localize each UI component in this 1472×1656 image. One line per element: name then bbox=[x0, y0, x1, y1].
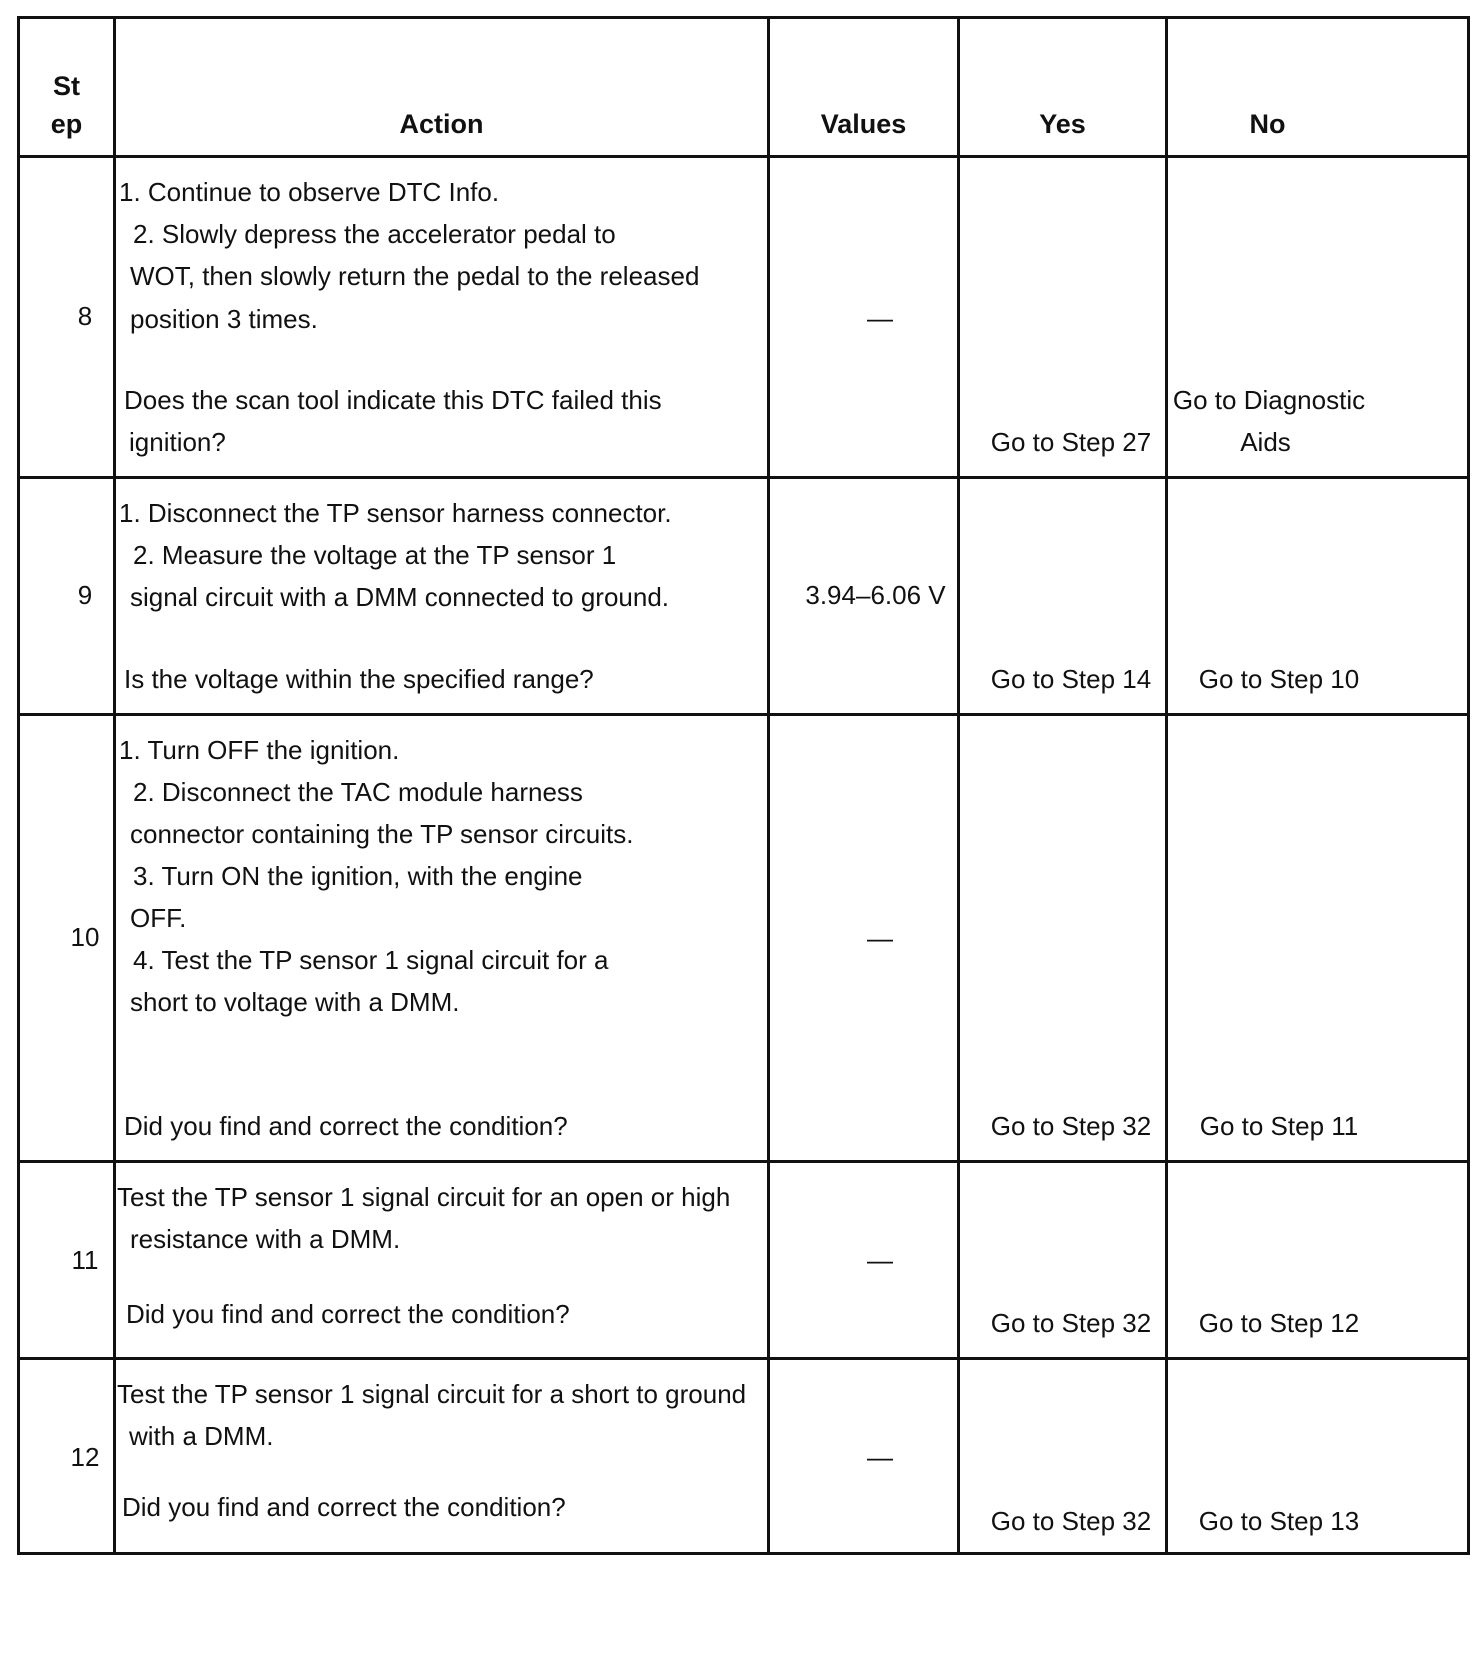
question-line: Did you find and correct the condition? bbox=[126, 1299, 570, 1329]
action-line: connector containing the TP sensor circuits. bbox=[130, 819, 634, 849]
row-rule bbox=[17, 476, 1470, 479]
header-values: Values bbox=[820, 109, 907, 139]
table-border-bottom bbox=[17, 1552, 1470, 1555]
value-cell: — bbox=[867, 1245, 893, 1275]
action-line: 3. Turn ON the ignition, with the engine bbox=[133, 861, 583, 891]
column-rule bbox=[113, 16, 116, 1555]
row-rule bbox=[17, 1357, 1470, 1360]
action-line: 2. Slowly depress the accelerator pedal to bbox=[133, 219, 616, 249]
table-border-left bbox=[17, 16, 20, 1555]
row-rule bbox=[17, 1160, 1470, 1163]
value-cell: — bbox=[867, 303, 893, 333]
action-line: resistance with a DMM. bbox=[130, 1224, 401, 1254]
no-cell: Go to Step 11 bbox=[1199, 1111, 1359, 1141]
table-border-top bbox=[17, 16, 1470, 19]
action-line: 2. Disconnect the TAC module harness bbox=[133, 777, 583, 807]
header-step bbox=[20, 71, 113, 139]
diagnostic-table bbox=[17, 16, 1470, 1655]
action-line: signal circuit with a DMM connected to ground. bbox=[130, 582, 670, 612]
yes-cell: Go to Step 32 bbox=[990, 1308, 1152, 1338]
header-rule bbox=[17, 155, 1470, 158]
no-cell: Go to Diagnostic bbox=[1172, 385, 1366, 415]
step-number: 10 bbox=[70, 922, 100, 952]
step-number: 11 bbox=[71, 1245, 99, 1275]
action-line: 1. Disconnect the TP sensor harness connector. bbox=[119, 498, 672, 528]
no-cell: Go to Step 10 bbox=[1198, 664, 1360, 694]
action-line: with a DMM. bbox=[129, 1421, 274, 1451]
value-cell: 3.94–6.06 V bbox=[805, 580, 946, 610]
action-line: short to voltage with a DMM. bbox=[130, 987, 460, 1017]
no-cell: Go to Step 12 bbox=[1198, 1308, 1360, 1338]
no-cell: Go to Step 13 bbox=[1198, 1506, 1360, 1536]
step-number: 12 bbox=[70, 1442, 100, 1472]
action-line: Test the TP sensor 1 signal circuit for a short to ground bbox=[117, 1379, 747, 1409]
action-line: WOT, then slowly return the pedal to the released bbox=[130, 261, 700, 291]
question-line: Did you find and correct the condition? bbox=[122, 1492, 566, 1522]
action-line: 4. Test the TP sensor 1 signal circuit for a bbox=[133, 945, 609, 975]
header-step-line: St bbox=[53, 71, 80, 101]
step-number: 9 bbox=[77, 580, 93, 610]
yes-cell: Go to Step 32 bbox=[990, 1506, 1152, 1536]
header-action: Action bbox=[399, 109, 484, 139]
action-line: position 3 times. bbox=[130, 304, 318, 334]
yes-cell: Go to Step 32 bbox=[990, 1111, 1152, 1141]
action-line: 2. Measure the voltage at the TP sensor 1 bbox=[133, 540, 617, 570]
header-step-line: ep bbox=[50, 109, 83, 139]
yes-cell: Go to Step 27 bbox=[990, 427, 1152, 457]
value-cell: — bbox=[867, 923, 893, 953]
row-rule bbox=[17, 713, 1470, 716]
value-cell: — bbox=[867, 1442, 893, 1472]
step-number: 8 bbox=[77, 301, 93, 331]
no-cell: Aids bbox=[1240, 427, 1291, 457]
action-line: 1. Turn OFF the ignition. bbox=[119, 735, 400, 765]
question-line: ignition? bbox=[129, 427, 226, 457]
yes-cell: Go to Step 14 bbox=[990, 664, 1152, 694]
question-line: Is the voltage within the specified range? bbox=[124, 664, 594, 694]
header-no: No bbox=[1249, 109, 1286, 139]
table-border-right bbox=[1467, 16, 1470, 1555]
question-line: Did you find and correct the condition? bbox=[124, 1111, 568, 1141]
action-line: Test the TP sensor 1 signal circuit for an open or high bbox=[117, 1182, 731, 1212]
action-line: OFF. bbox=[130, 903, 187, 933]
header-yes: Yes bbox=[1039, 109, 1086, 139]
column-rule bbox=[767, 16, 770, 1555]
action-line: 1. Continue to observe DTC Info. bbox=[119, 177, 500, 207]
question-line: Does the scan tool indicate this DTC failed this bbox=[124, 385, 662, 415]
